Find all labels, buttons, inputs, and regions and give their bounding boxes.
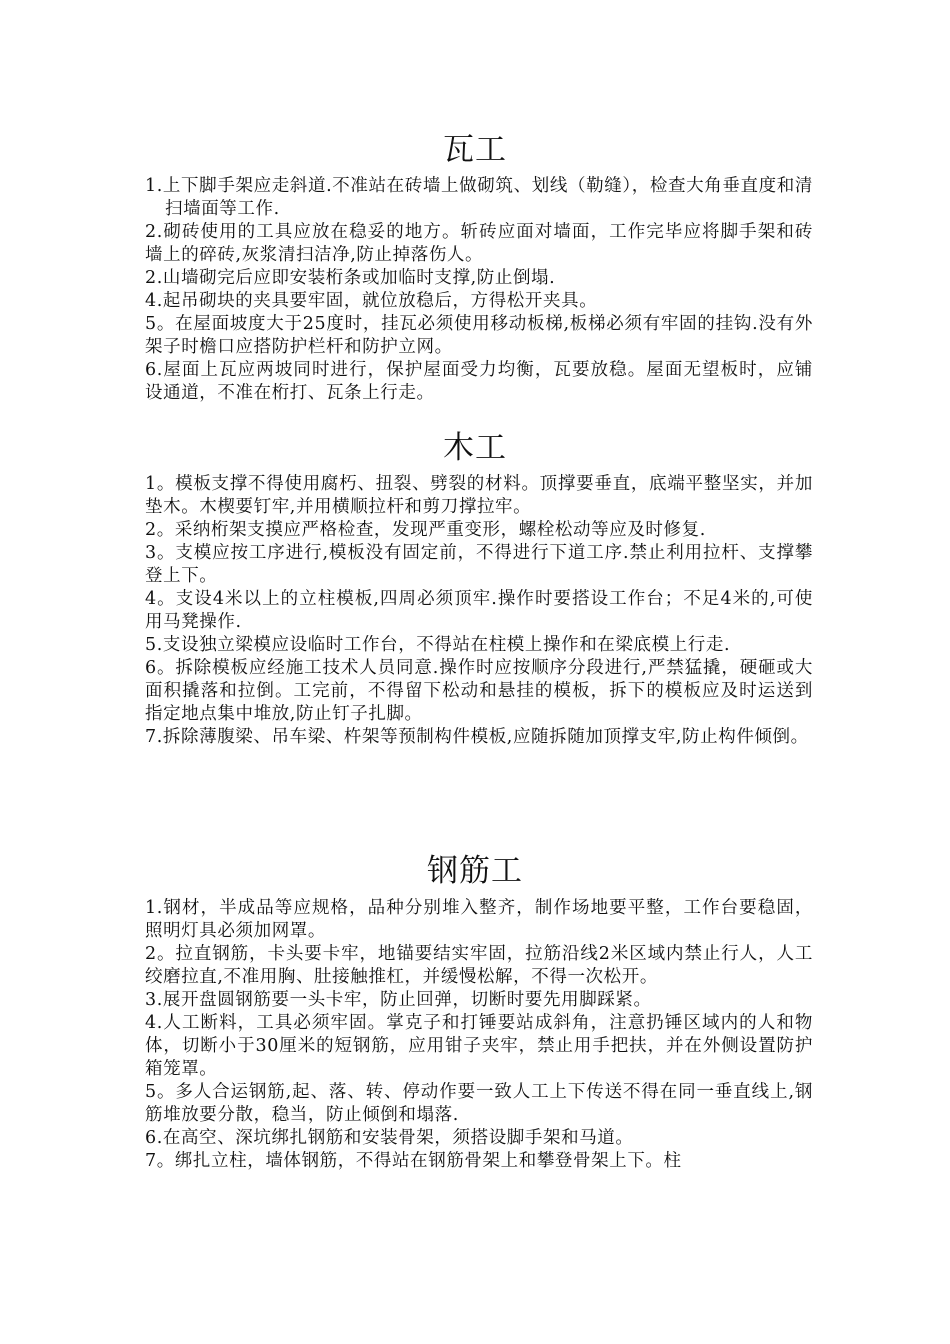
- list-item: 1。模板支撑不得使用腐朽、扭裂、劈裂的材料。顶撑要垂直，底端平整坚实，并加垫木。木楔要钉牢,并用横顺拉杆和剪刀撑拉牢。: [145, 474, 813, 517]
- list-item: 5。多人合运钢筋,起、落、转、停动作要一致人工上下传送不得在同一垂直线上,钢筋堆放要分散，稳当，防止倾倒和塌落.: [145, 1082, 813, 1125]
- list-item: 3。支模应按工序进行,模板没有固定前，不得进行下道工序.禁止利用拉杆、支撑攀登上下。: [145, 543, 813, 586]
- list-item: 7。绑扎立柱，墙体钢筋，不得站在钢筋骨架上和攀登骨架上下。柱: [145, 1151, 682, 1171]
- list-item: 5。在屋面坡度大于25度时，挂瓦必须使用移动板梯,板梯必须有牢固的挂钩.没有外架子时檐口应搭防护栏杆和防护立网。: [145, 314, 813, 357]
- list-item: 4.起吊砌块的夹具要牢固，就位放稳后，方得松开夹具。: [145, 291, 598, 311]
- list-item: 1.钢材，半成品等应规格，品种分别堆入整齐，制作场地要平整，工作台要稳固，照明灯具必须加网罩。: [145, 898, 813, 941]
- list-item: 5.支设独立梁模应设临时工作台，不得站在柱模上操作和在梁底模上行走.: [145, 635, 731, 655]
- list-item: 6.在高空、深坑绑扎钢筋和安装骨架，须搭设脚手架和马道。: [145, 1128, 634, 1148]
- list-item: 2。采纳桁架支摸应严格检查，发现严重变形，螺栓松动等应及时修复.: [145, 520, 706, 540]
- list-item: 3.展开盘圆钢筋要一头卡牢，防止回弹，切断时要先用脚踩紧。: [145, 990, 652, 1010]
- list-item: 6.屋面上瓦应两坡同时进行，保护屋面受力均衡，瓦要放稳。屋面无望板时，应铺设通道，不准在桁打、瓦条上行走。: [145, 360, 813, 403]
- section-title-carpenter: 木工: [443, 430, 507, 466]
- list-item: 7.拆除薄腹梁、吊车梁、杵架等预制构件模板,应随拆随加顶撑支牢,防止构件倾倒。: [145, 727, 809, 747]
- list-item: 2.山墙砌完后应即安装桁条或加临时支撑,防止倒塌.: [145, 268, 556, 288]
- section-title-rebar-worker: 钢筋工: [427, 853, 523, 889]
- section-body-rebar-worker: [145, 897, 813, 1173]
- list-item: 4.人工断料，工具必须牢固。掌克子和打锤要站成斜角，注意扔锤区域内的人和物体，切断小于30厘米的短钢筋，应用钳子夹牢，禁止用手把扶，并在外侧设置防护箱笼罩。: [145, 1013, 813, 1079]
- section-body-bricklayer: [145, 175, 813, 405]
- list-item: 2.砌砖使用的工具应放在稳妥的地方。斩砖应面对墙面，工作完毕应将脚手架和砖墙上的碎砖,灰浆清扫洁净,防止掉落伤人。: [145, 222, 813, 265]
- list-item: 1.上下脚手架应走斜道.不准站在砖墙上做砌筑、划线（勒缝），检查大角垂直度和清扫墙面等工作.: [145, 176, 813, 219]
- section-body-carpenter: [145, 473, 813, 749]
- list-item: 4。支设4米以上的立柱模板,四周必须顶牢.操作时要搭设工作台；不足4米的,可使用马凳操作.: [145, 589, 813, 632]
- list-item: 6。拆除模板应经施工技术人员同意.操作时应按顺序分段进行,严禁猛撬，硬砸或大面积撬落和拉倒。工完前，不得留下松动和悬挂的模板，拆下的模板应及时运送到指定地点集中堆放,防止钉子扎脚。: [145, 658, 813, 724]
- section-title-bricklayer: 瓦工: [443, 132, 507, 168]
- list-item: 2。拉直钢筋，卡头要卡牢，地锚要结实牢固，拉筋沿线2米区域内禁止行人，人工绞磨拉直,不准用胸、肚接触推杠，并缓慢松解，不得一次松开。: [145, 944, 813, 987]
